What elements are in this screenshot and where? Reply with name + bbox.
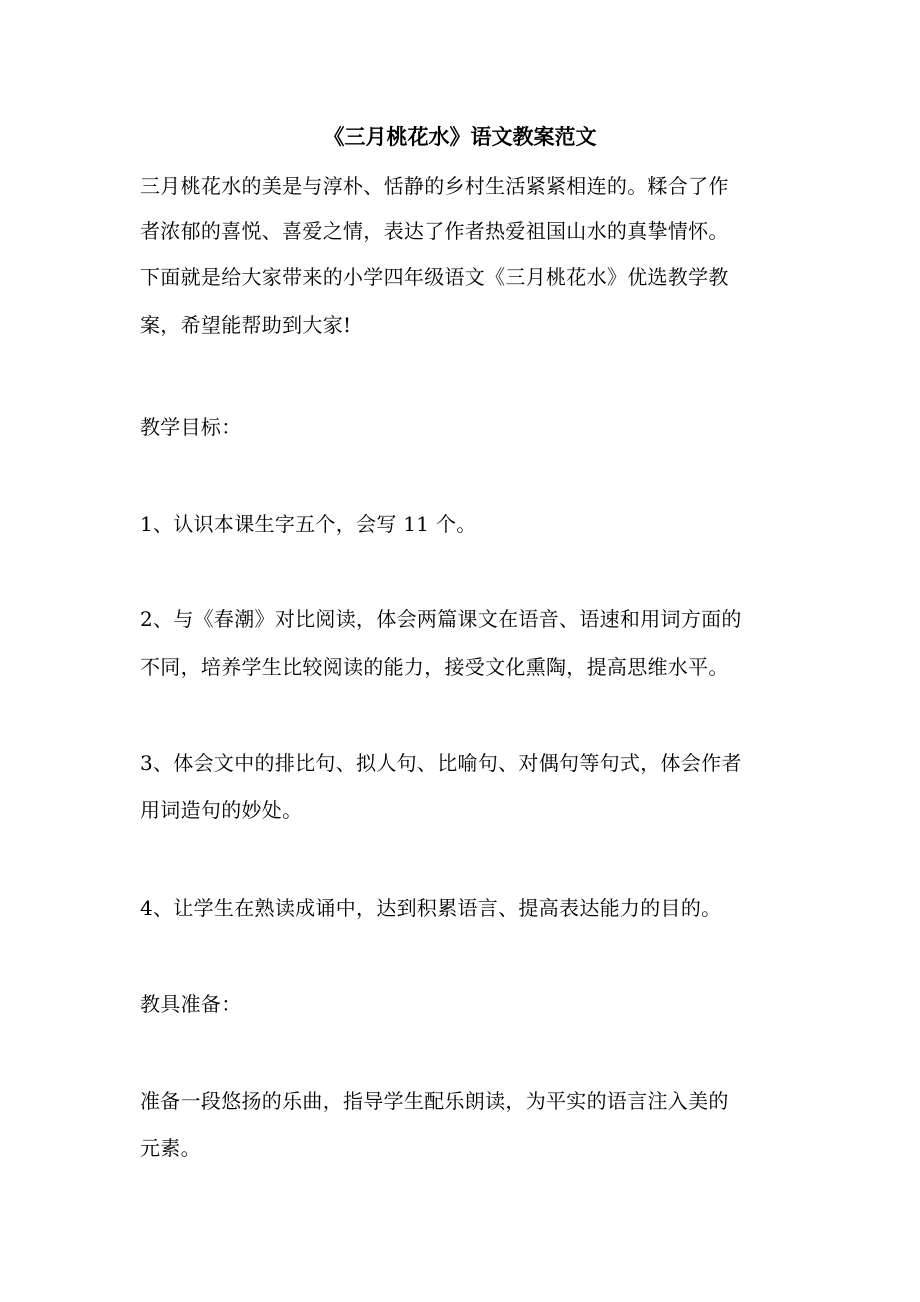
goal-2-line-1: 2、与《春潮》对比阅读，体会两篇课文在语音、语速和用词方面的	[140, 607, 742, 631]
tools-text-line-2: 元素。	[140, 1136, 201, 1160]
intro-line-4: 案，希望能帮助到大家!	[140, 313, 352, 337]
tools-text-line-1: 准备一段悠扬的乐曲，指导学生配乐朗读，为平实的语言注入美的	[140, 1089, 729, 1113]
document-title: 《三月桃花水》语文教案范文	[323, 124, 597, 149]
goal-1-line-1: 1、认识本课生字五个，会写 11 个。	[140, 512, 477, 536]
goals-heading: 教学目标：	[140, 415, 242, 439]
goal-2-line-2: 不同，培养学生比较阅读的能力，接受文化熏陶，提高思维水平。	[140, 655, 729, 679]
intro-line-1: 三月桃花水的美是与淳朴、恬静的乡村生活紧紧相连的。糅合了作	[140, 174, 729, 198]
goal-4-line-1: 4、让学生在熟读成诵中，达到积累语言、提高表达能力的目的。	[140, 896, 722, 920]
goal-3-line-1: 3、体会文中的排比句、拟人句、比喻句、对偶句等句式，体会作者	[140, 751, 742, 775]
tools-heading: 教具准备：	[140, 992, 242, 1016]
intro-line-2: 者浓郁的喜悦、喜爱之情，表达了作者热爱祖国山水的真挚情怀。	[140, 219, 729, 243]
goal-3-line-2: 用词造句的妙处。	[140, 798, 303, 822]
intro-line-3: 下面就是给大家带来的小学四年级语文《三月桃花水》优选教学教	[140, 265, 729, 289]
